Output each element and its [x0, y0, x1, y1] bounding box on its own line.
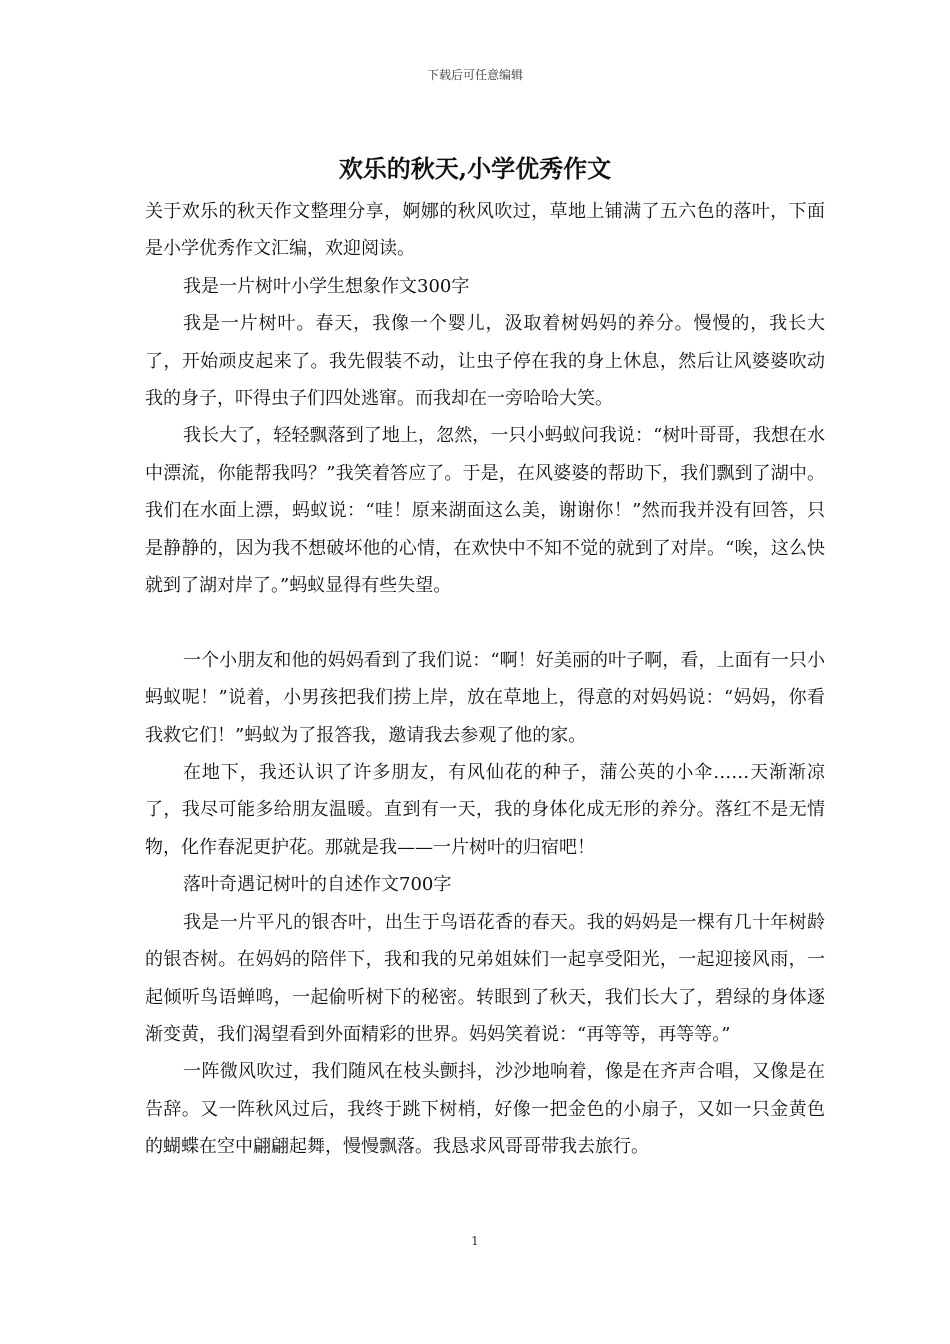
body-paragraph: 我是一片树叶。春天，我像一个婴儿，汲取着树妈妈的养分。慢慢的，我长大了，开始顽皮起来了。我先假装不动，让虫子停在我的身上休息，然后让风婆婆吹动我的身子，吓得虫子们四处逃窜。而我却在一旁哈哈大笑。	[145, 313, 825, 410]
header-note: 下载后可任意编辑	[426, 68, 523, 82]
section-heading: 落叶奇遇记树叶的自述作文700字	[183, 874, 452, 896]
body-paragraph: 一个小朋友和他的妈妈看到了我们说：“啊！好美丽的叶子啊，看，上面有一只小蚂蚁呢！”说着，小男孩把我们捞上岸，放在草地上，得意的对妈妈说：“妈妈，你看我救它们！”蚂蚁为了报答我，邀请我去参观了他的家。	[145, 649, 825, 746]
paragraph-spacer	[145, 604, 825, 641]
body-paragraph: 我是一片平凡的银杏叶，出生于鸟语花香的春天。我的妈妈是一棵有几十年树龄的银杏树。在妈妈的陪伴下，我和我的兄弟姐妹们一起享受阳光，一起迎接风雨，一起倾听鸟语蝉鸣，一起偷听树下的秘密。转眼到了秋天，我们长大了，碧绿的身体逐渐变黄，我们渴望看到外面精彩的世界。妈妈笑着说：“再等等，再等等。”	[145, 911, 825, 1045]
section-heading: 我是一片树叶小学生想象作文300字	[183, 275, 470, 297]
page-number: 1	[471, 1234, 479, 1248]
body-paragraph: 在地下，我还认识了许多朋友，有风仙花的种子，蒲公英的小伞……天渐渐凉了，我尽可能多给朋友温暖。直到有一天，我的身体化成无形的养分。落红不是无情物，化作春泥更护花。那就是我——一片树叶的归宿吧！	[145, 762, 825, 858]
intro-paragraph: 关于欢乐的秋天作文整理分享，婀娜的秋风吹过，草地上铺满了五六色的落叶，下面是小学优秀作文汇编，欢迎阅读。	[145, 201, 825, 260]
document-body	[145, 193, 825, 1166]
body-paragraph: 我长大了，轻轻飘落到了地上，忽然，一只小蚂蚁问我说：“树叶哥哥，我想在水中漂流，你能帮我吗？”我笑着答应了。于是，在风婆婆的帮助下，我们飘到了湖中。我们在水面上漂，蚂蚁说：“哇！原来湖面这么美，谢谢你！”然而我并没有回答，只是静静的，因为我不想破坏他的心情，在欢快中不知不觉的就到了对岸。“唉，这么快就到了湖对岸了。”蚂蚁显得有些失望。	[145, 425, 825, 597]
document-title: 欢乐的秋天,小学优秀作文	[338, 154, 612, 183]
body-paragraph: 一阵微风吹过，我们随风在枝头颤抖，沙沙地响着，像是在齐声合唱，又像是在告辞。又一阵秋风过后，我终于跳下树梢，好像一把金色的小扇子，又如一只金黄色的蝴蝶在空中翩翩起舞，慢慢飘落。我恳求风哥哥带我去旅行。	[145, 1061, 825, 1158]
